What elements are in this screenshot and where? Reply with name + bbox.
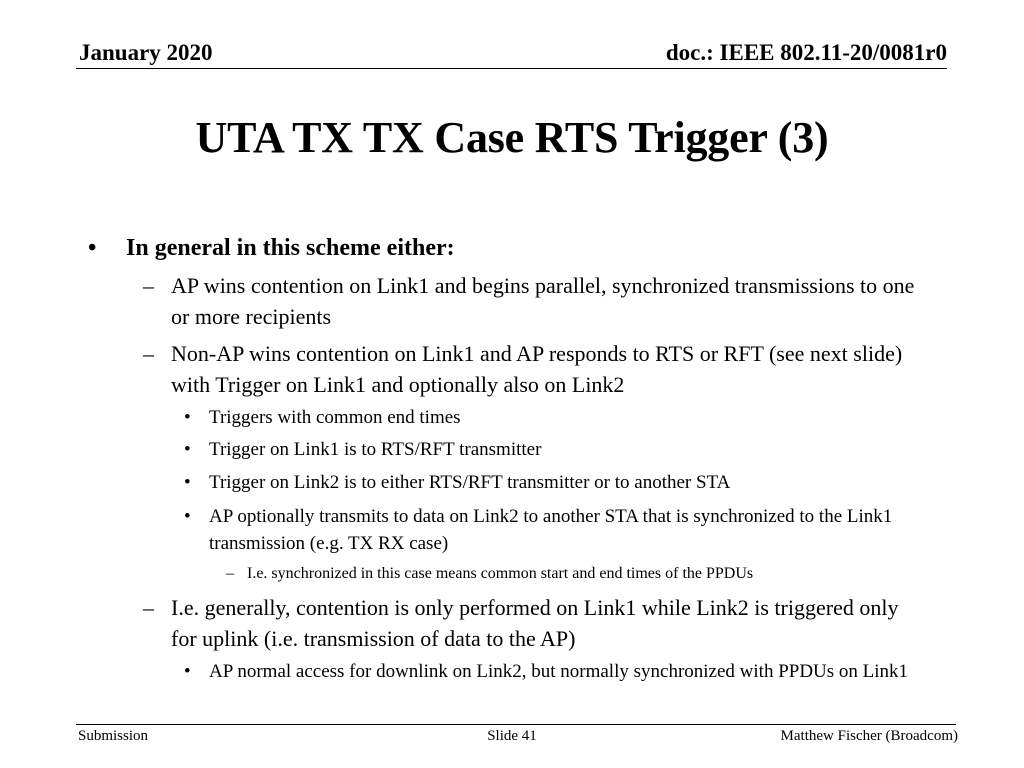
sub-sub-item-ap-normal-access: AP normal access for downlink on Link2, but normally synchronized with PPDUs on Link1 <box>209 661 909 682</box>
bullet-marker: • <box>184 661 191 682</box>
bullet-marker: • <box>184 407 191 428</box>
bullet-item-general: In general in this scheme either: <box>126 235 455 261</box>
header-divider <box>76 68 947 69</box>
bullet-marker: • <box>88 235 97 261</box>
bullet-marker: • <box>184 472 191 493</box>
sub-item-ap-wins: AP wins contention on Link1 and begins parallel, synchronized transmissions to one or more recipients <box>171 273 915 329</box>
dash-marker: – <box>226 565 234 582</box>
sub-sub-item-common-end-times: Triggers with common end times <box>209 407 461 428</box>
header-doc-id: doc.: IEEE 802.11-20/0081r0 <box>665 40 947 65</box>
sub-sub-item-trigger-link1: Trigger on Link1 is to RTS/RFT transmitter <box>209 439 542 460</box>
bullet-marker: • <box>184 439 191 460</box>
header-date: January 2020 <box>79 40 213 65</box>
footer-divider <box>76 724 956 725</box>
sub-sub-item-trigger-link2: Trigger on Link2 is to either RTS/RFT transmitter or to another STA <box>209 472 731 493</box>
bullet-marker: • <box>184 506 191 527</box>
footer-author: Matthew Fischer (Broadcom) <box>780 728 958 744</box>
dash-marker: – <box>143 341 154 366</box>
footer-submission: Submission <box>78 728 149 744</box>
sub-sub-item-ap-optionally-transmits: AP optionally transmits to data on Link2 to another STA that is synchronized to the Link1 transmission (e.g. TX RX case) <box>209 506 893 554</box>
dash-marker: – <box>143 595 154 620</box>
dash-marker: – <box>143 273 154 298</box>
sub-item-contention-link1: I.e. generally, contention is only performed on Link1 while Link2 is triggered only for uplink (i.e. transmission of data to the AP) <box>171 595 899 651</box>
sub-sub-sub-item-synchronized: I.e. synchronized in this case means common start and end times of the PPDUs <box>247 565 754 582</box>
footer-slide-number: Slide 41 <box>487 728 537 744</box>
sub-item-non-ap-wins: Non-AP wins contention on Link1 and AP responds to RTS or RFT (see next slide) with Trigger on Link1 and optionally also on Link2 <box>171 341 903 397</box>
slide-title: UTA TX TX Case RTS Trigger (3) <box>195 113 829 162</box>
